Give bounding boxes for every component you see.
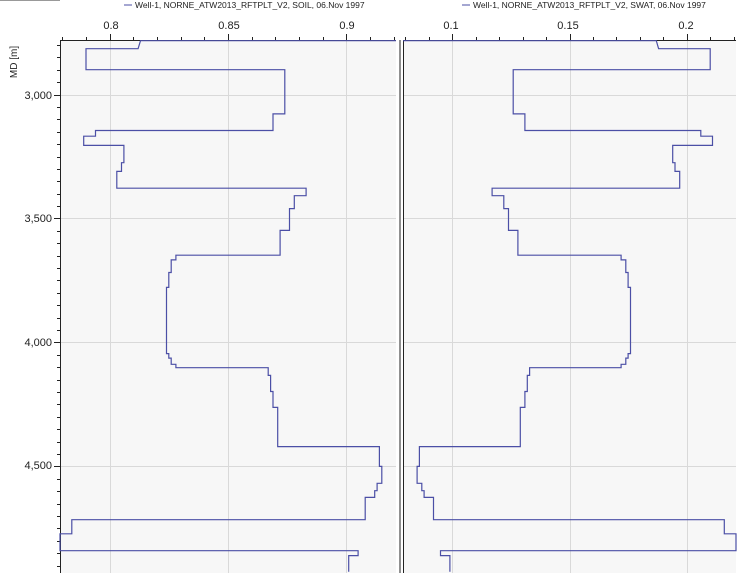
swat-x-tick-label: 0.15 xyxy=(557,20,579,32)
swat-ticks xyxy=(406,34,735,40)
swat-track xyxy=(403,20,736,573)
depth-tick-label: 4,500 xyxy=(24,460,52,472)
swat-x-tick-label: 0.1 xyxy=(443,20,459,32)
depth-tick-label: 4,000 xyxy=(24,337,52,349)
soil-x-tick-label: 0.85 xyxy=(218,20,240,32)
swat-legend-text: Well-1, NORNE_ATW2013_RFTPLT_V2, SWAT, 06.Nov 1997 xyxy=(473,0,706,10)
soil-x-tick-label: 0.9 xyxy=(339,20,355,32)
depth-tick-label: 3,500 xyxy=(24,213,52,225)
depth-tick-label: 3,000 xyxy=(24,90,52,102)
swat-x-tick-label: 0.2 xyxy=(678,20,694,32)
y-axis-label: MD [m] xyxy=(9,45,20,79)
soil-track xyxy=(24,20,396,573)
soil-legend-text: Well-1, NORNE_ATW2013_RFTPLT_V2, SOIL, 06.Nov 1997 xyxy=(135,0,365,10)
soil-x-tick-label: 0.8 xyxy=(103,20,119,32)
